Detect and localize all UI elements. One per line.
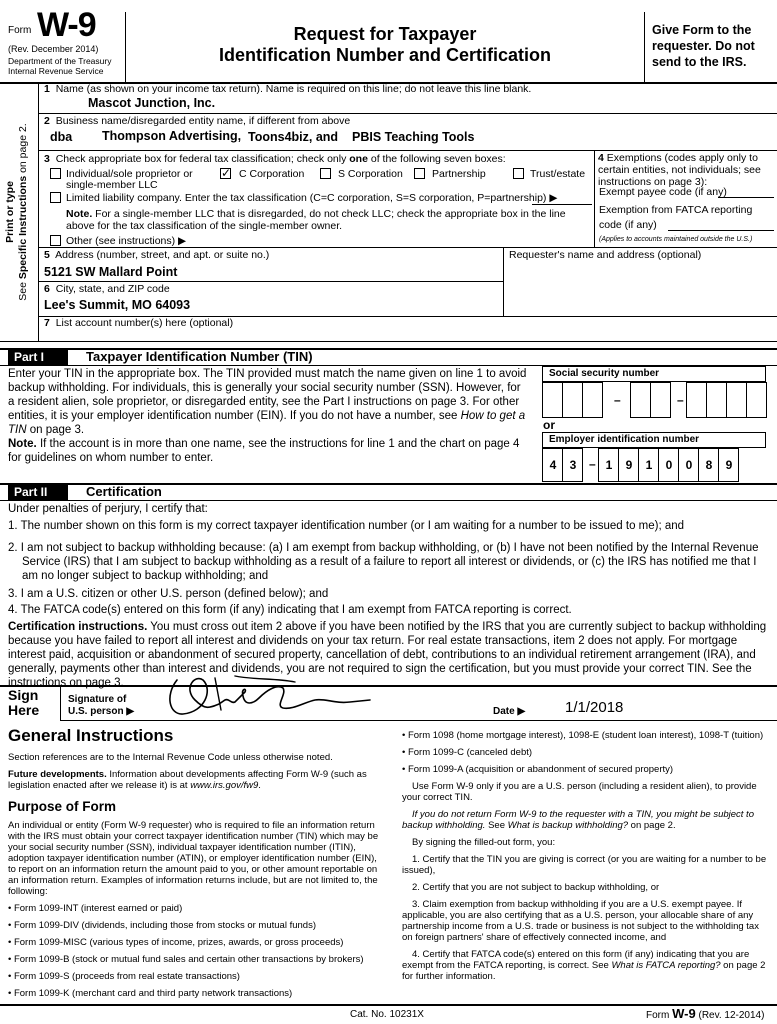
label-individual-1: Individual/sole proprietor or — [66, 168, 193, 180]
ein-label-box: Employer identification number — [542, 432, 766, 448]
list-item: • Form 1099-C (canceled debt) — [402, 747, 533, 758]
ein-digit-cell[interactable]: 4 — [542, 448, 563, 482]
label-trust-estate: Trust/estate — [530, 168, 586, 180]
part2-tag: Part II — [8, 484, 68, 500]
future-developments: Future developments. Information about developments affecting Form W-9 (such as legislation enacted after we release it) is at www.irs.gov/fw9. — [8, 769, 367, 791]
checkbox-individual[interactable] — [50, 168, 61, 179]
catalog-number: Cat. No. 10231X — [350, 1009, 424, 1020]
list-item: • Form 1099-DIV (dividends, including those from stocks or mutual funds) — [8, 920, 316, 931]
checkbox-partnership[interactable] — [414, 168, 425, 179]
purpose-text: An individual or entity (Form W-9 requester) who is required to file an information return with the IRS must obtain your correct taxpayer identification number (TIN) which may be your social security number (SSN), individual taxpayer identification number (ITIN), adoption taxpayer identification number (ATIN), or employer identification number (EIN), to report on an information return the amount paid to you, or other amount reportable on an information return. Examples of information returns include, but are not limited to, the following: — [8, 820, 379, 897]
line2-business-name-2[interactable]: Toons4biz, and — [248, 130, 339, 144]
label-other: Other (see instructions) ▶ — [66, 235, 187, 247]
checkbox-s-corporation[interactable] — [320, 168, 331, 179]
ein-digit-cell[interactable]: 1 — [598, 448, 619, 482]
line2-business-name-1[interactable]: Thompson Advertising, — [102, 129, 242, 143]
list-item: • Form 1099-S (proceeds from real estate transactions) — [8, 971, 240, 982]
label-c-corporation: C Corporation — [239, 168, 305, 180]
line1-name-value[interactable]: Mascot Junction, Inc. — [88, 96, 216, 110]
general-instructions-left — [8, 726, 382, 1005]
line6-city-state-zip-value[interactable]: Lee's Summit, MO 64093 — [44, 298, 191, 312]
fatca-label-2: code (if any) — [599, 219, 657, 231]
sign-label: Sign — [8, 687, 39, 703]
ssn-digit-cell[interactable] — [746, 382, 767, 418]
footer-form-id: Form W-9 (Rev. 12-2014) — [646, 1006, 765, 1021]
signature-label-2: U.S. person ▶ — [68, 706, 135, 717]
sidebar-see-instructions: See Specific Instructions on page 2. — [17, 123, 29, 301]
ssn-digit-cell[interactable] — [686, 382, 707, 418]
or-label: or — [543, 418, 555, 432]
list-item: • Form 1098 (home mortgage interest), 1098-E (student loan interest), 1098-T (tuition) — [402, 730, 764, 741]
list-item: • Form 1099-B (stock or mutual fund sales and certain other transactions by brokers) — [8, 954, 364, 965]
part1-tag: Part I — [8, 349, 68, 365]
here-label: Here — [8, 702, 40, 718]
signing-item-4: 4. Certify that FATCA code(s) entered on this form (if any) indicating that you are exempt from the FATCA reporting, is correct. See What is FATCA reporting? on page 2 for further information. — [402, 949, 766, 982]
exempt-payee-label: Exempt payee code (if any) — [599, 186, 727, 198]
line5-label: 5 Address (number, street, and apt. or suite no.) — [44, 249, 270, 261]
irs-link[interactable]: www.irs.gov/fw9 — [190, 780, 259, 791]
ein-digit-cell[interactable]: 0 — [658, 448, 679, 482]
part1-note: Note. If the account is in more than one name, see the instructions for line 1 and the chart on page 4 for guidelines on whom number to enter. — [8, 438, 520, 464]
by-signing-text: By signing the filled-out form, you: — [412, 837, 556, 848]
signing-item-1: 1. Certify that the TIN you are giving is correct (or you are waiting for a number to be issued), — [402, 854, 767, 876]
signing-item-2: 2. Certify that you are not subject to backup withholding, or — [412, 882, 660, 893]
part1-title: Taxpayer Identification Number (TIN) — [86, 349, 313, 364]
list-item: • Form 1099-A (acquisition or abandonment of secured property) — [402, 764, 674, 775]
list-item: • Form 1099-INT (interest earned or paid) — [8, 903, 183, 914]
ssn-digit-cell[interactable] — [562, 382, 583, 418]
certification-item-2: 2. I am not subject to backup withholding because: (a) I am exempt from backup withholding, or (b) I have not been notified by the Internal Revenue Service (IRS) that I am subject to backup withholding as a result of a failure to report all interest or dividends, or (c) the IRS has notified me that I am no longer subject to backup withholding; and — [8, 542, 759, 582]
use-form-text: Use Form W-9 only if you are a U.S. person (including a resident alien), to provide your correct TIN. — [402, 781, 757, 803]
agency: Internal Revenue Service — [8, 66, 104, 76]
date-value[interactable]: 1/1/2018 — [565, 699, 624, 716]
ssn-field[interactable] — [542, 382, 766, 418]
section-references: Section references are to the Internal Revenue Code unless otherwise noted. — [8, 752, 333, 763]
line4-label: 4 Exemptions (codes apply only to certain entities, not individuals; see instructions on page 3): — [598, 152, 761, 188]
fatca-label-1: Exemption from FATCA reporting — [599, 204, 753, 216]
part2-title: Certification — [86, 484, 162, 499]
ssn-digit-cell[interactable] — [630, 382, 651, 418]
certification-item-4: 4. The FATCA code(s) entered on this form (if any) indicating that I am exempt from FATCA reporting is correct. — [8, 604, 572, 616]
label-individual-2: single-member LLC — [66, 179, 158, 191]
line1-label: 1 Name (as shown on your income tax return). Name is required on this line; do not leave this line blank. — [44, 83, 532, 95]
ssn-digit-cell[interactable] — [706, 382, 727, 418]
fatca-applies-note: (Applies to accounts maintained outside the U.S.) — [599, 236, 753, 243]
line2-dba-prefix: dba — [50, 130, 73, 144]
ein-digit-cell[interactable]: 1 — [638, 448, 659, 482]
ssn-digit-cell[interactable] — [542, 382, 563, 418]
certification-item-3: 3. I am a U.S. citizen or other U.S. person (defined below); and — [8, 588, 329, 600]
ssn-dash: – — [614, 393, 621, 407]
revision-date: (Rev. December 2014) — [8, 44, 99, 54]
label-s-corporation: S Corporation — [338, 168, 403, 180]
checkbox-llc[interactable] — [50, 192, 61, 203]
ein-digit-cell[interactable]: 8 — [698, 448, 719, 482]
checkbox-c-corporation[interactable] — [220, 168, 231, 179]
ssn-digit-cell[interactable] — [650, 382, 671, 418]
ssn-digit-cell[interactable] — [726, 382, 747, 418]
line3-label: 3 Check appropriate box for federal tax classification; check only one of the following seven boxes: — [44, 153, 506, 165]
exempt-payee-field[interactable] — [718, 197, 774, 198]
line7-label: 7 List account number(s) here (optional) — [44, 317, 234, 329]
form-header — [0, 0, 777, 83]
ein-dash: – — [589, 457, 596, 471]
checkmark-icon: ✓ — [221, 166, 232, 180]
form-title-1: Request for Taxpayer — [293, 24, 477, 44]
line5-address-value[interactable]: 5121 SW Mallard Point — [44, 265, 178, 279]
sidebar-print-or-type: Print or type — [4, 181, 16, 243]
header-divider-right — [644, 12, 645, 83]
form-word: Form — [8, 25, 32, 36]
label-llc: Limited liability company. Enter the tax classification (C=C corporation, S=S corporation, P=partnership) ▶ — [66, 192, 558, 204]
handwritten-signature — [170, 679, 370, 714]
line3-note: Note. For a single-member LLC that is disregarded, do not check LLC; check the appropriate box in the line above for the tax classification of the single-member owner. — [66, 208, 566, 232]
requester-label: Requester's name and address (optional) — [509, 249, 702, 261]
certification-instructions: Certification instructions. You must cross out item 2 above if you have been notified by the IRS that you are currently subject to backup withholding because you have failed to report all interest and dividends on your tax return. For real estate transactions, item 2 does not apply. For mortgage interest paid, acquisition or abandonment of secured property, cancellation of debt, contributions to an individual retirement arrangement (IRA), and generally, payments other than interest and dividends, you are not required to sign the certification, but you must provide your correct TIN. See the instructions on page 3. — [8, 621, 767, 689]
ein-field[interactable] — [542, 448, 766, 482]
line6-label: 6 City, state, and ZIP code — [44, 283, 170, 295]
label-partnership: Partnership — [432, 168, 486, 180]
part2-intro: Under penalties of perjury, I certify that: — [8, 503, 208, 515]
checkbox-trust-estate[interactable] — [513, 168, 524, 179]
purpose-of-form-title: Purpose of Form — [8, 799, 117, 814]
date-label: Date ▶ — [493, 706, 526, 717]
ein-digit-cell[interactable]: 9 — [718, 448, 739, 482]
general-instructions-title: General Instructions — [8, 726, 174, 745]
certification-item-1: 1. The number shown on this form is my correct taxpayer identification number (or I am waiting for a number to be issued to me); and — [8, 520, 685, 532]
form-title-2: Identification Number and Certification — [218, 45, 552, 65]
ssn-digit-cell[interactable] — [582, 382, 603, 418]
ein-digit-cell[interactable]: 0 — [678, 448, 699, 482]
part1-instructions: Enter your TIN in the appropriate box. The TIN provided must match the name given on line 1 to avoid backup withholding. For individuals, this is generally your social security number (SSN). However, for a resident alien, sole proprietor, or disregarded entity, see the Part I instructions on page 3. For other entities, it is your employer identification number (EIN). If you do not have a number, see How to get a TIN on page 3. — [8, 368, 527, 436]
list-item: • Form 1099-K (merchant card and third party network transactions) — [8, 988, 293, 999]
llc-classification-field[interactable] — [532, 204, 592, 205]
line2-business-name-3[interactable]: PBIS Teaching Tools — [352, 130, 475, 144]
form-number: W-9 — [37, 6, 96, 44]
left-bullet-list — [8, 903, 382, 999]
line2-label: 2 Business name/disregarded entity name, if different from above — [44, 115, 351, 127]
ein-digit-cell[interactable]: 9 — [618, 448, 639, 482]
give-form-notice: Give Form to the requester. Do not send to the IRS. — [652, 23, 755, 69]
if-not-return-text: If you do not return Form W-9 to the requester with a TIN, you might be subject to backup withholding. See What is backup withholding? on page 2. — [402, 809, 754, 831]
fatca-code-field[interactable] — [668, 230, 774, 231]
general-instructions-right — [402, 730, 768, 988]
ssn-dash: – — [677, 393, 684, 407]
signature-label-1: Signature of — [68, 694, 127, 705]
ssn-label-box: Social security number — [542, 366, 766, 382]
department: Department of the Treasury — [8, 56, 112, 66]
sidebar — [0, 83, 38, 341]
signature-field[interactable] — [165, 670, 375, 722]
checkbox-other[interactable] — [50, 235, 61, 246]
ein-digit-cell[interactable]: 3 — [562, 448, 583, 482]
list-item: • Form 1099-MISC (various types of income, prizes, awards, or gross proceeds) — [8, 937, 344, 948]
signing-item-3: 3. Claim exemption from backup withholding if you are a U.S. exempt payee. If applicable, you are also certifying that as a U.S. person, your allocable share of any partnership income from a U.S. trade or business is not subject to the withholding tax on foreign partners' share of effectively connected income, and — [402, 899, 759, 943]
sidebar-border — [38, 83, 39, 341]
